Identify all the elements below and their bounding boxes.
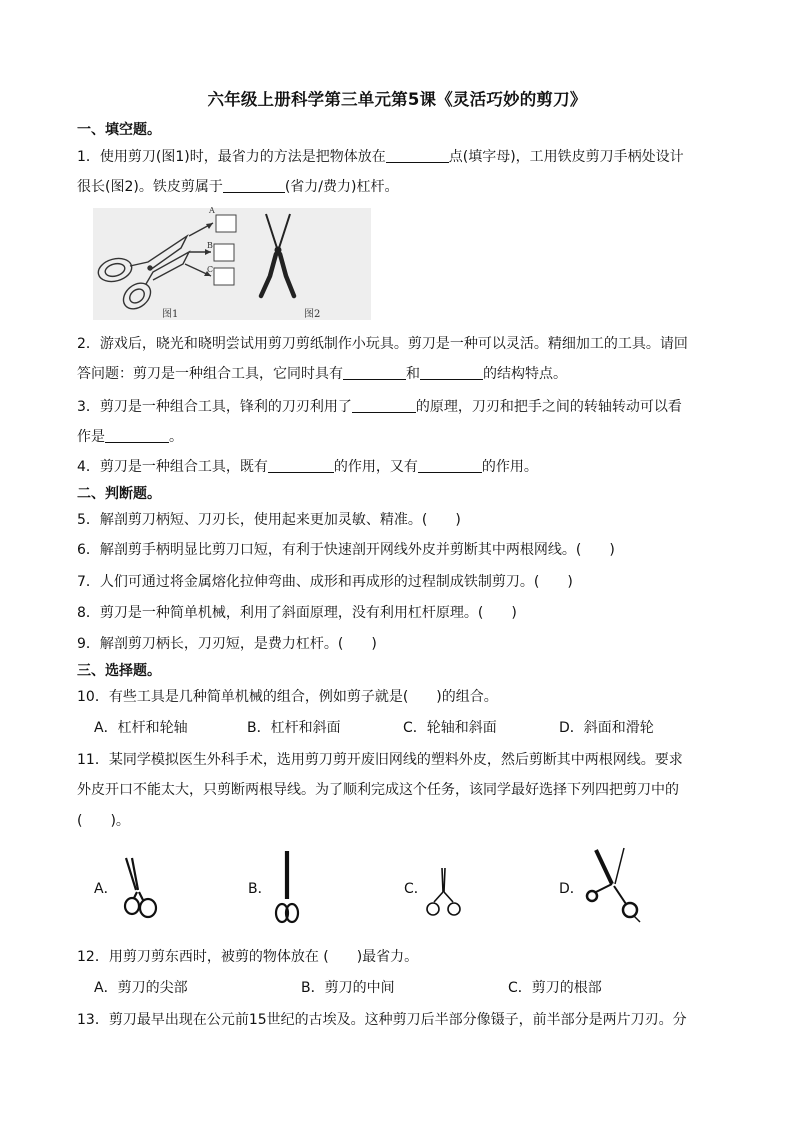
scissors-d-icon <box>582 846 644 926</box>
answer-blank[interactable] <box>268 458 334 473</box>
answer-blank[interactable] <box>343 365 406 380</box>
question-2-line-1: 2．游戏后，晓光和晓明尝试用剪刀剪纸制作小玩具。剪刀是一种可以灵活。精细加工的工具。请回 <box>77 336 688 352</box>
question-text: 4．剪刀是一种组合工具，既有 <box>77 459 268 475</box>
question-text: 的结构特点。 <box>483 366 567 382</box>
question-text: 和 <box>406 366 420 382</box>
scissors-diagram-icon <box>93 208 371 320</box>
section-heading-true-false: 二、判断题。 <box>77 486 161 502</box>
question-text: 3．剪刀是一种组合工具，锋利的刀刃利用了 <box>77 399 352 415</box>
question-3-line-1 <box>77 396 682 416</box>
figure-2-caption: 图2 <box>304 309 321 320</box>
question-7: 7．人们可通过将金属熔化拉伸弯曲、成形和再成形的过程制成铁制剪刀。( ) <box>77 574 573 590</box>
question-text: 的作用。 <box>481 459 538 475</box>
question-text: 答问题：剪刀是一种组合工具，它同时具有 <box>77 366 343 382</box>
question-12-option-c[interactable]: C．剪刀的根部 <box>508 980 602 996</box>
question-11-line-3: ( )。 <box>77 813 130 829</box>
question-text: 的作用，又有 <box>333 459 418 475</box>
question-12-option-b[interactable]: B．剪刀的中间 <box>301 980 395 996</box>
question-10-option-c[interactable]: C．轮轴和斜面 <box>403 720 497 736</box>
scissors-b-icon <box>272 849 302 925</box>
question-text: (省力/费力)杠杆。 <box>284 179 399 195</box>
label-c: C <box>207 265 214 274</box>
question-11-option-b[interactable]: B． <box>248 881 272 897</box>
question-10-option-a[interactable]: A．杠杆和轮轴 <box>94 720 188 736</box>
section-heading-fill-blank: 一、填空题。 <box>77 122 161 138</box>
question-text: 点(填字母)，工用铁皮剪刀手柄处设计 <box>448 149 684 165</box>
question-1-line-2 <box>77 176 398 196</box>
question-text: 作是 <box>77 429 105 445</box>
question-text: 的原理，刀刃和把手之间的转轴转动可以看 <box>415 399 682 415</box>
question-text: 。 <box>169 429 183 445</box>
answer-blank[interactable] <box>352 398 416 413</box>
figure-1-caption: 图1 <box>162 309 179 320</box>
page-title: 六年级上册科学第三单元第5课《灵活巧妙的剪刀》 <box>207 90 587 109</box>
question-2-line-2 <box>77 363 567 383</box>
scissors-a-icon <box>118 856 158 922</box>
answer-blank[interactable] <box>420 365 483 380</box>
question-10-option-b[interactable]: B．杠杆和斜面 <box>247 720 341 736</box>
question-11-line-1: 11．某同学模拟医生外科手术，选用剪刀剪开废旧网线的塑料外皮，然后剪断其中两根网线。要求 <box>77 752 683 768</box>
question-9: 9．解剖剪刀柄长，刀刃短，是费力杠杆。( ) <box>77 636 377 652</box>
section-heading-multiple-choice: 三、选择题。 <box>77 663 161 679</box>
question-11-option-a[interactable]: A． <box>94 881 118 897</box>
question-11-line-2: 外皮开口不能太大，只剪断两根导线。为了顺利完成这个任务，该同学最好选择下列四把剪刀中的 <box>77 782 679 798</box>
question-1-figure <box>93 208 371 320</box>
question-text: 1．使用剪刀(图1)时，最省力的方法是把物体放在 <box>77 149 386 165</box>
answer-blank[interactable] <box>386 148 449 163</box>
question-6: 6．解剖剪手柄明显比剪刀口短，有利于快速剖开网线外皮并剪断其中两根网线。( ) <box>77 542 615 558</box>
question-text: 很长(图2)。铁皮剪属于 <box>77 179 223 195</box>
question-10-stem: 10．有些工具是几种简单机械的组合，例如剪子就是( )的组合。 <box>77 689 498 705</box>
label-b: B <box>207 241 213 250</box>
question-12-stem: 12．用剪刀剪东西时，被剪的物体放在 ( )最省力。 <box>77 949 419 965</box>
question-8: 8．剪刀是一种简单机械，利用了斜面原理，没有利用杠杆原理。( ) <box>77 605 517 621</box>
question-4 <box>77 456 538 476</box>
question-12-option-a[interactable]: A．剪刀的尖部 <box>94 980 188 996</box>
question-11-option-c[interactable]: C． <box>404 881 428 897</box>
question-11-option-d[interactable]: D． <box>559 881 584 897</box>
answer-blank[interactable] <box>105 428 169 443</box>
label-a: A <box>209 206 215 215</box>
question-3-line-2 <box>77 426 183 446</box>
answer-blank[interactable] <box>223 178 285 193</box>
answer-blank[interactable] <box>418 458 482 473</box>
question-5: 5．解剖剪刀柄短、刀刃长，使用起来更加灵敏、精准。( ) <box>77 512 461 528</box>
question-10-option-d[interactable]: D．斜面和滑轮 <box>559 720 654 736</box>
question-13-line-1: 13．剪刀最早出现在公元前15世纪的古埃及。这种剪刀后半部分像镊子，前半部分是两片刀刃。分 <box>77 1012 687 1028</box>
scissors-c-icon <box>423 866 463 918</box>
question-1-line-1 <box>77 146 684 166</box>
